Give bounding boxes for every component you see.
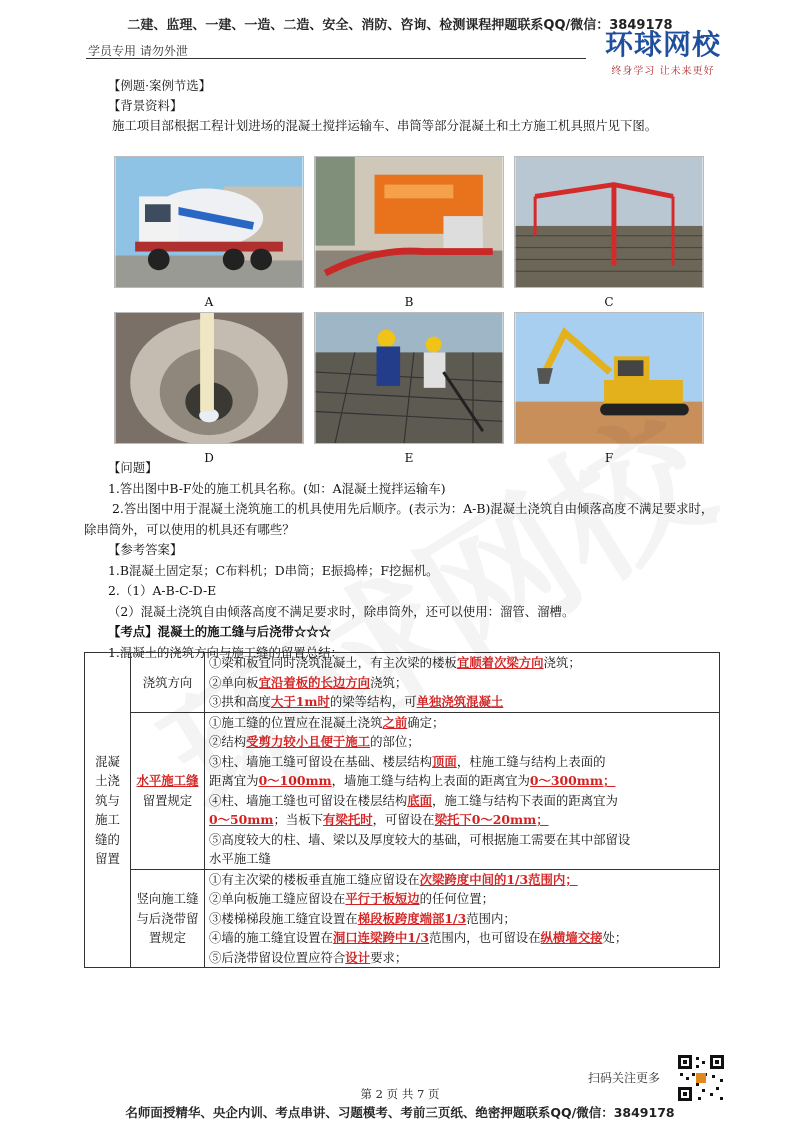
chute-tube-photo — [114, 312, 304, 444]
background-text: 施工项目部根据工程计划进场的混凝土搅拌运输车、串筒等部分混凝土和土方施工机具照片见下图。 — [112, 118, 658, 133]
question-1: 1.答出图中B-F处的施工机具名称。(如：A混凝土搅拌运输车) — [108, 480, 446, 496]
pouring-direction-cell: 浇筑方向 — [131, 653, 205, 713]
photo-label: F — [604, 451, 614, 465]
table-row — [85, 653, 720, 713]
page-number: 第 2 页 共 7 页 — [360, 1087, 440, 1101]
photo-b — [314, 156, 504, 312]
placing-boom-photo — [514, 156, 704, 288]
construction-joint-table — [84, 652, 720, 968]
answer-2-2: （2）混凝土浇筑自由倾落高度不满足要求时，除串筒外，还可以使用：溜管、溜槽。 — [108, 603, 575, 619]
table-row — [85, 712, 720, 869]
answer-2-1: 2.（1）A-B-C-D-E — [108, 583, 217, 598]
keypoint-heading: 【考点】混凝土的施工缝与后浇带☆☆☆ — [108, 624, 332, 639]
photo-f — [514, 312, 704, 468]
top-banner: 二建、监理、一建、一造、二造、安全、消防、咨询、检测课程押题联系QQ/微信：3849178 — [127, 18, 673, 33]
questions-heading: 【问题】 — [108, 460, 158, 475]
example-section — [84, 76, 724, 136]
photo-label: C — [604, 295, 614, 309]
photo-c — [514, 156, 704, 312]
answer-1: 1.B混凝土固定泵；C布料机；D串筒；E振捣棒；F挖掘机。 — [108, 562, 439, 578]
category-cell: 混凝土浇筑与施工缝的留置 — [85, 653, 131, 968]
vertical-joint-cell: 竖向施工缝与后浇带留置规定 — [131, 869, 205, 968]
equipment-photo-grid — [114, 156, 704, 468]
brand-slogan: 终身学习 让未来更好 — [611, 66, 715, 77]
qr-label: 扫码关注更多 — [588, 1071, 661, 1085]
vibrator-photo — [314, 312, 504, 444]
excavator-photo — [514, 312, 704, 444]
brand-name: 环球网校 — [604, 28, 721, 61]
horizontal-joint-items: ①施工缝的位置应在混凝土浇筑之前确定； ②结构受剪力较小且便于施工的部位； ③柱、墙施工缝可留设在基础、楼层结构顶面，柱施工缝与结构上表面的 距离宜为0～100mm，墙施工缝与结构上表面的距离宜为0～300mm； ④柱、墙施工缝也可留设在楼层结构底面，施工缝与结构下表面的距离宜为 0～50mm；当板下有梁托时，可留设在梁托下0～20mm； ⑤高度较大的柱、墙、梁以及厚度较大的基础，可根据施工需要在其中部留设 水平施工缝 — [205, 712, 720, 869]
background-heading: 【背景资料】 — [108, 98, 183, 113]
table-row — [85, 869, 720, 968]
answers-heading: 【参考答案】 — [108, 542, 183, 557]
example-title: 【例题·案例节选】 — [108, 78, 212, 93]
mixer-truck-photo — [114, 156, 304, 288]
footer-contact: 名师面授精华、央企内训、考点串讲、习题模考、考前三页纸、绝密押题联系QQ/微信：3849178 — [125, 1105, 675, 1120]
vertical-joint-items: ①有主次梁的楼板垂直施工缝应留设在次梁跨度中间的1/3范围内； ②单向板施工缝应留设在平行于板短边的任何位置； ③楼梯梯段施工缝宜设置在梯段板跨度端部1/3范围内； ④墙的施工缝宜设置在洞口连梁跨中1/3范围内，也可留设在纵横墙交接处； ⑤后浇带留设位置应符合设计要求； — [205, 869, 720, 968]
photo-e — [314, 312, 504, 468]
photo-a — [114, 156, 304, 312]
photo-label: D — [204, 451, 214, 465]
photo-label: A — [204, 295, 214, 309]
photo-label: B — [404, 295, 414, 309]
photo-label: E — [404, 451, 414, 465]
question-2: 2.答出图中用于混凝土浇筑施工的机具使用先后顺序。(表示为：A-B)混凝土浇筑自由倾落高度不满足要求时，除串筒外，可以使用的机具还有哪些？ — [84, 501, 714, 537]
horizontal-joint-cell: 水平施工缝留置规定 — [131, 712, 205, 869]
concrete-pump-photo — [314, 156, 504, 288]
photo-d — [114, 312, 304, 468]
keypoint-summary: 1.混凝土的浇筑方向与施工缝的留置总结： — [108, 644, 343, 660]
brand-logo — [588, 30, 738, 77]
student-note: 学员专用 请勿外泄 — [88, 44, 188, 58]
pouring-direction-items: ①梁和板宜同时浇筑混凝土，有主次梁的楼板宜顺着次梁方向浇筑； ②单向板宜沿着板的长边方向浇筑； ③拱和高度大于1m时的梁等结构，可单独浇筑混凝土 — [205, 653, 720, 713]
qa-section — [84, 458, 724, 663]
header-divider — [86, 58, 586, 59]
